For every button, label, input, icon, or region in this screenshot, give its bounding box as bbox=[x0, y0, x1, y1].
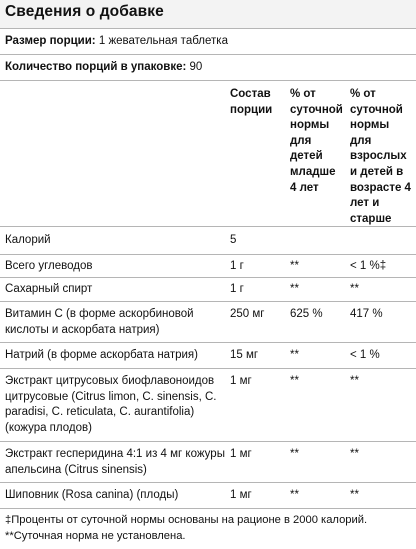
row-name: Натрий (в форме аскорбата натрия) bbox=[5, 349, 198, 361]
row-name: Всего углеводов bbox=[5, 260, 93, 272]
row-amount: 1 г bbox=[230, 283, 244, 295]
table-row bbox=[0, 278, 416, 302]
servings-per-container-row bbox=[0, 55, 416, 81]
row-name: Экстракт цитрусовых биофлавоноидов цитрусовые (Citrus limon, C. sinensis, C. paradisi, C. reticulata, C. aurantifolia) (кожура плодов) bbox=[5, 375, 217, 434]
header-amount: Состав порции bbox=[230, 88, 273, 116]
row-dv-adults: ** bbox=[350, 283, 359, 295]
row-dv-children: ** bbox=[290, 260, 299, 272]
row-dv-children: 625 % bbox=[290, 308, 323, 320]
table-row bbox=[0, 343, 416, 369]
header-dv-adults: % от суточной нормы для взрослых и детей в возрасте 4 лет и старше bbox=[350, 88, 411, 225]
row-name: Витамин С (в форме аскорбиновой кислоты и аскорбата натрия) bbox=[5, 308, 194, 336]
footnotes bbox=[5, 512, 411, 544]
row-dv-adults: ** bbox=[350, 448, 359, 460]
row-amount: 1 мг bbox=[230, 375, 252, 387]
table-header-row bbox=[0, 81, 416, 227]
row-name: Сахарный спирт bbox=[5, 283, 93, 295]
panel-title: Сведения о добавке bbox=[5, 3, 164, 20]
row-amount: 1 мг bbox=[230, 448, 252, 460]
row-dv-adults: < 1 % bbox=[350, 349, 380, 361]
footnote-not-established: **Суточная норма не установлена. bbox=[5, 530, 186, 542]
footnote-daily-basis: ‡Проценты от суточной нормы основаны на рационе в 2000 калорий. bbox=[5, 514, 368, 526]
serving-size-value: 1 жевательная таблетка bbox=[98, 35, 228, 47]
row-amount: 1 г bbox=[230, 260, 244, 272]
row-dv-adults: 417 % bbox=[350, 308, 383, 320]
row-amount: 5 bbox=[230, 234, 237, 246]
row-dv-adults: ** bbox=[350, 375, 359, 387]
row-name: Калорий bbox=[5, 234, 51, 246]
row-dv-children: ** bbox=[290, 349, 299, 361]
row-dv-adults: ** bbox=[350, 489, 359, 501]
table-row bbox=[0, 442, 416, 483]
serving-size-label: Размер порции: bbox=[5, 35, 96, 47]
table-row bbox=[0, 227, 416, 255]
servings-value: 90 bbox=[189, 61, 203, 73]
servings-label: Количество порций в упаковке: bbox=[5, 61, 187, 73]
table-row bbox=[0, 302, 416, 343]
row-dv-adults: < 1 %‡ bbox=[350, 260, 387, 272]
row-dv-children: ** bbox=[290, 489, 299, 501]
row-name: Шиповник (Rosa canina) (плоды) bbox=[5, 489, 179, 501]
row-dv-children: ** bbox=[290, 283, 299, 295]
header-dv-children: % от суточной нормы для детей младше 4 лет bbox=[290, 88, 343, 194]
row-amount: 1 мг bbox=[230, 489, 252, 501]
serving-size-row bbox=[0, 29, 416, 55]
row-dv-children: ** bbox=[290, 448, 299, 460]
row-name: Экстракт гесперидина 4:1 из 4 мг кожуры апельсина (Citrus sinensis) bbox=[5, 448, 225, 476]
table-row bbox=[0, 255, 416, 278]
table-row bbox=[0, 483, 416, 509]
row-dv-children: ** bbox=[290, 375, 299, 387]
row-amount: 250 мг bbox=[230, 308, 265, 320]
table-row bbox=[0, 369, 416, 442]
title-row bbox=[0, 0, 416, 29]
row-amount: 15 мг bbox=[230, 349, 259, 361]
